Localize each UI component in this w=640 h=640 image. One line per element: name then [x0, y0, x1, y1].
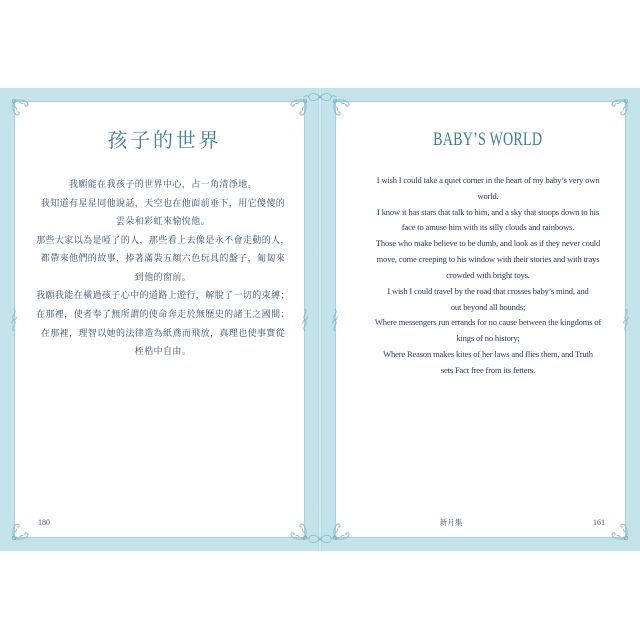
chinese-title: 孩子的世界	[107, 128, 222, 152]
corner-flourish-icon	[11, 98, 37, 124]
bow-ornament-icon	[302, 91, 338, 103]
english-line: Those who make believe to be dumb, and look as if they never could	[375, 238, 601, 249]
chinese-poem	[14, 176, 312, 362]
english-line: I wish I could take a quiet corner in the heart of my baby’s very own	[376, 175, 600, 185]
english-line: sets Fact free from its fetters.	[440, 364, 536, 375]
english-line: Where Reason makes kites of her laws and flies them, and Truth	[383, 349, 593, 360]
chinese-line: 我知道有星星同他說話，天空也在他面前垂下，用它傻傻的	[40, 198, 286, 209]
book-spine	[318, 88, 322, 551]
corner-flourish-icon	[603, 98, 629, 124]
english-line: world.	[477, 190, 499, 201]
english-line: move, come creeping to his window with their stories and with trays	[376, 254, 600, 265]
bow-ornament-shape	[304, 93, 337, 100]
left-page	[0, 88, 319, 551]
chinese-line: 在那裡，理智以她的法律造為紙鳶而飛放，真理也使事實從	[40, 328, 286, 339]
english-line: kings of no history;	[456, 333, 520, 344]
chinese-line: 我願我能在橫過孩子心中的道路上遊行，解脫了一切的束縛；	[36, 291, 290, 302]
corner-flourish-shape	[612, 524, 628, 540]
chinese-line: 雲朵和彩虹來愉悅他。	[115, 217, 210, 228]
english-line: I know it has stars that talk to him, and a sky that stoops down to his	[377, 206, 599, 217]
book-spread	[0, 88, 640, 551]
bow-ornament-shape	[304, 535, 337, 542]
side-scroll-icon	[330, 308, 340, 332]
chinese-line: 到他的窗前。	[134, 272, 192, 283]
page-number: 180	[38, 518, 50, 527]
bow-ornament-icon	[302, 533, 338, 545]
side-scroll-shape	[333, 309, 338, 331]
english-line: out beyond all bounds;	[450, 301, 526, 312]
english-title	[341, 128, 635, 153]
corner-flourish-shape	[12, 99, 28, 115]
page-number: 161	[593, 518, 605, 527]
english-line: face to amuse him with its silly clouds and rainbows.	[401, 222, 575, 233]
english-line: Where messengers run errands for no cause between the kingdoms of	[374, 317, 602, 328]
english-poem	[341, 173, 635, 379]
running-footer-title: 新月集	[439, 518, 463, 527]
chinese-line: 都帶來他們的故事，捧著滿裝五顏六色玩具的盤子，匍匐來	[40, 254, 286, 265]
corner-flourish-shape	[12, 524, 28, 540]
right-page	[321, 88, 640, 551]
corner-flourish-shape	[612, 99, 628, 115]
chinese-line: 桎梏中自由。	[134, 347, 192, 358]
chinese-line: 那些大家以為是啞了的人，那些看上去像是永不會走動的人，	[36, 235, 290, 246]
chinese-line: 我願能在我孩子的世界中心，占一角清淨地。	[68, 180, 257, 190]
english-title-text: BABY’S WORLD	[433, 129, 543, 150]
corner-flourish-icon	[11, 515, 37, 541]
chinese-line: 在那裡，使者奉了無所謂的使命奔走於無歷史的諸王之國間；	[36, 309, 290, 320]
english-line: I wish I could travel by the road that crosses baby’s mind, and	[387, 285, 589, 296]
corner-flourish-icon	[603, 515, 629, 541]
english-line: crowded with bright toys.	[446, 269, 530, 280]
